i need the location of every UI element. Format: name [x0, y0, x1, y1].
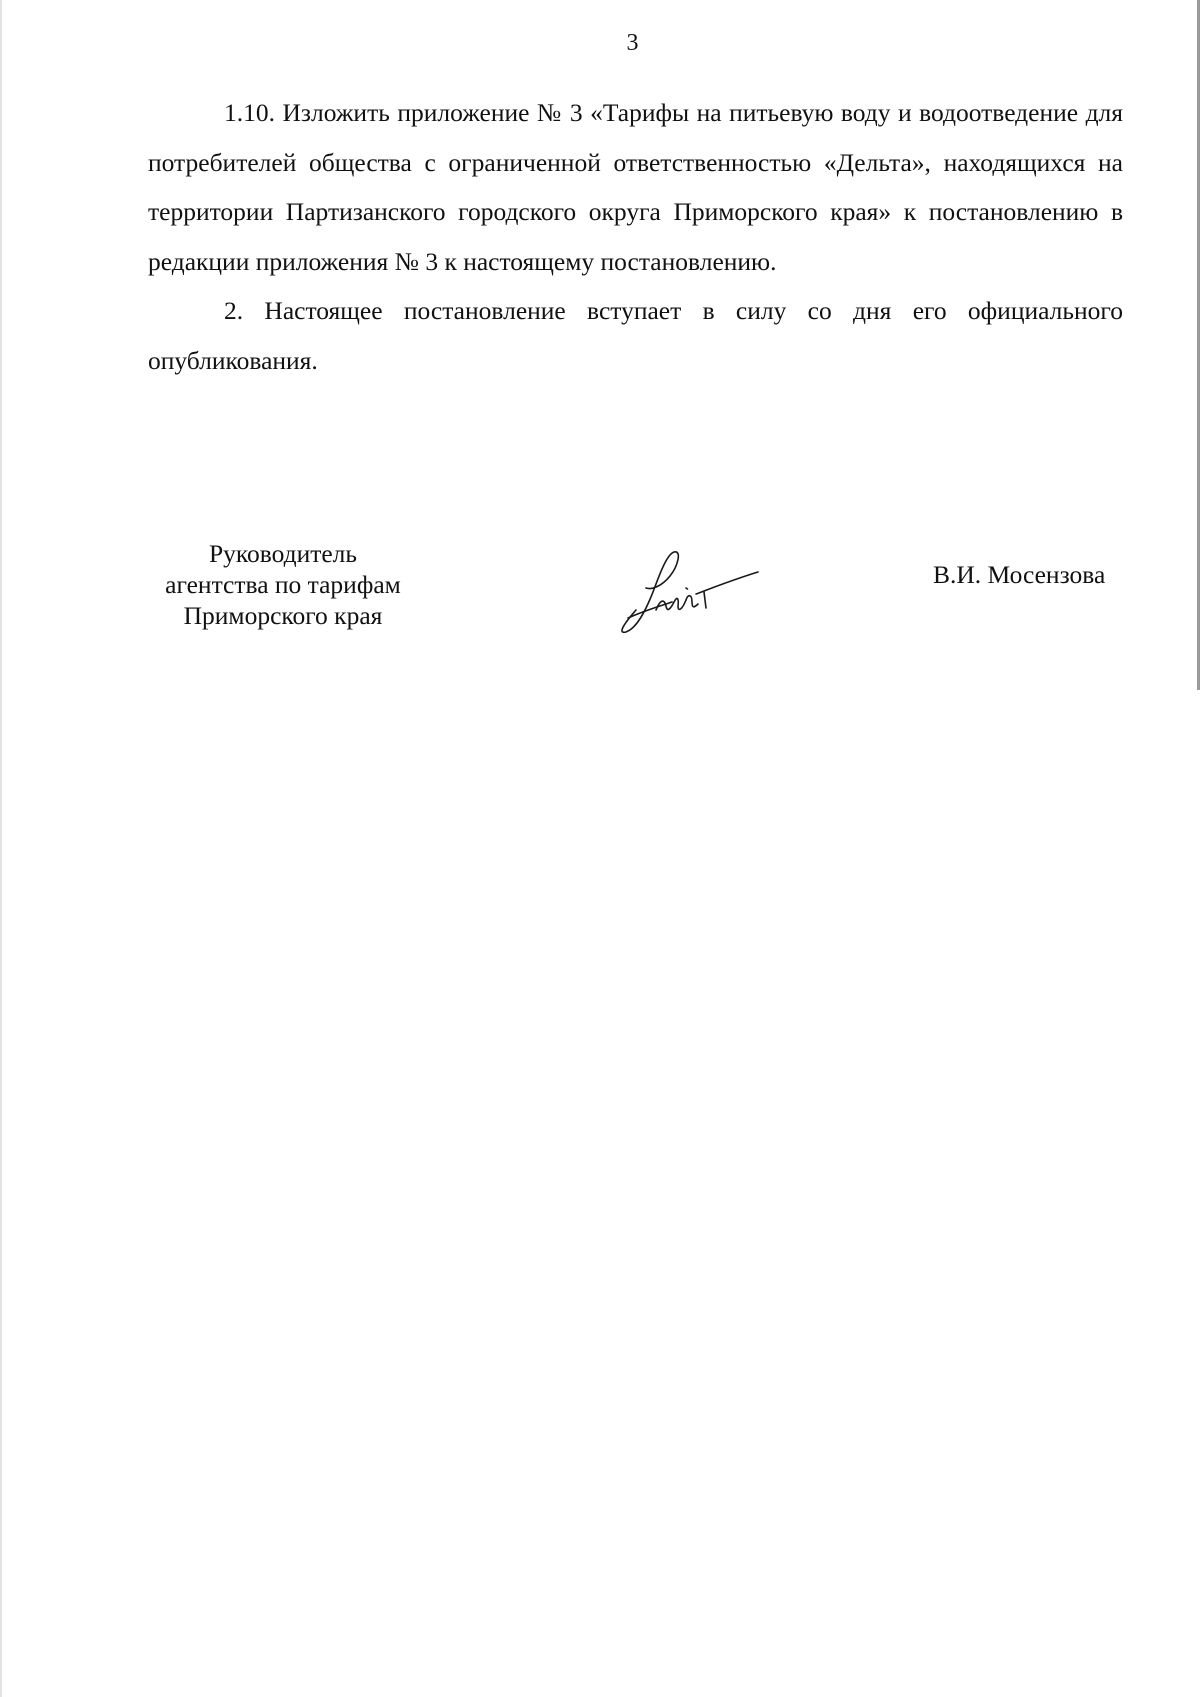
position-line: Руководитель — [208, 539, 358, 568]
signer-name: В.И. Мосензова — [933, 560, 1106, 589]
position-line: агентства по тарифам — [165, 570, 401, 599]
paragraph-1-10: 1.10. Изложить приложение № 3 «Тарифы на питьевую воду и водоотведение для потребителей общества с ограниченной ответственностью «Дельта», находящихся на территории Партизанского городского округа Приморского края» к постановлению в редакции приложения № 3 к настоящему постановлению. — [148, 98, 1123, 276]
page-number: 3 — [626, 30, 639, 56]
scan-edge-left — [0, 0, 2, 1697]
signatory-position — [138, 538, 428, 631]
handwritten-signature — [616, 548, 766, 638]
document-body — [148, 88, 1123, 385]
paragraph-2: 2. Настоящее постановление вступает в силу со дня его официального опубликования. — [148, 296, 1123, 375]
position-line: Приморского края — [183, 601, 383, 630]
